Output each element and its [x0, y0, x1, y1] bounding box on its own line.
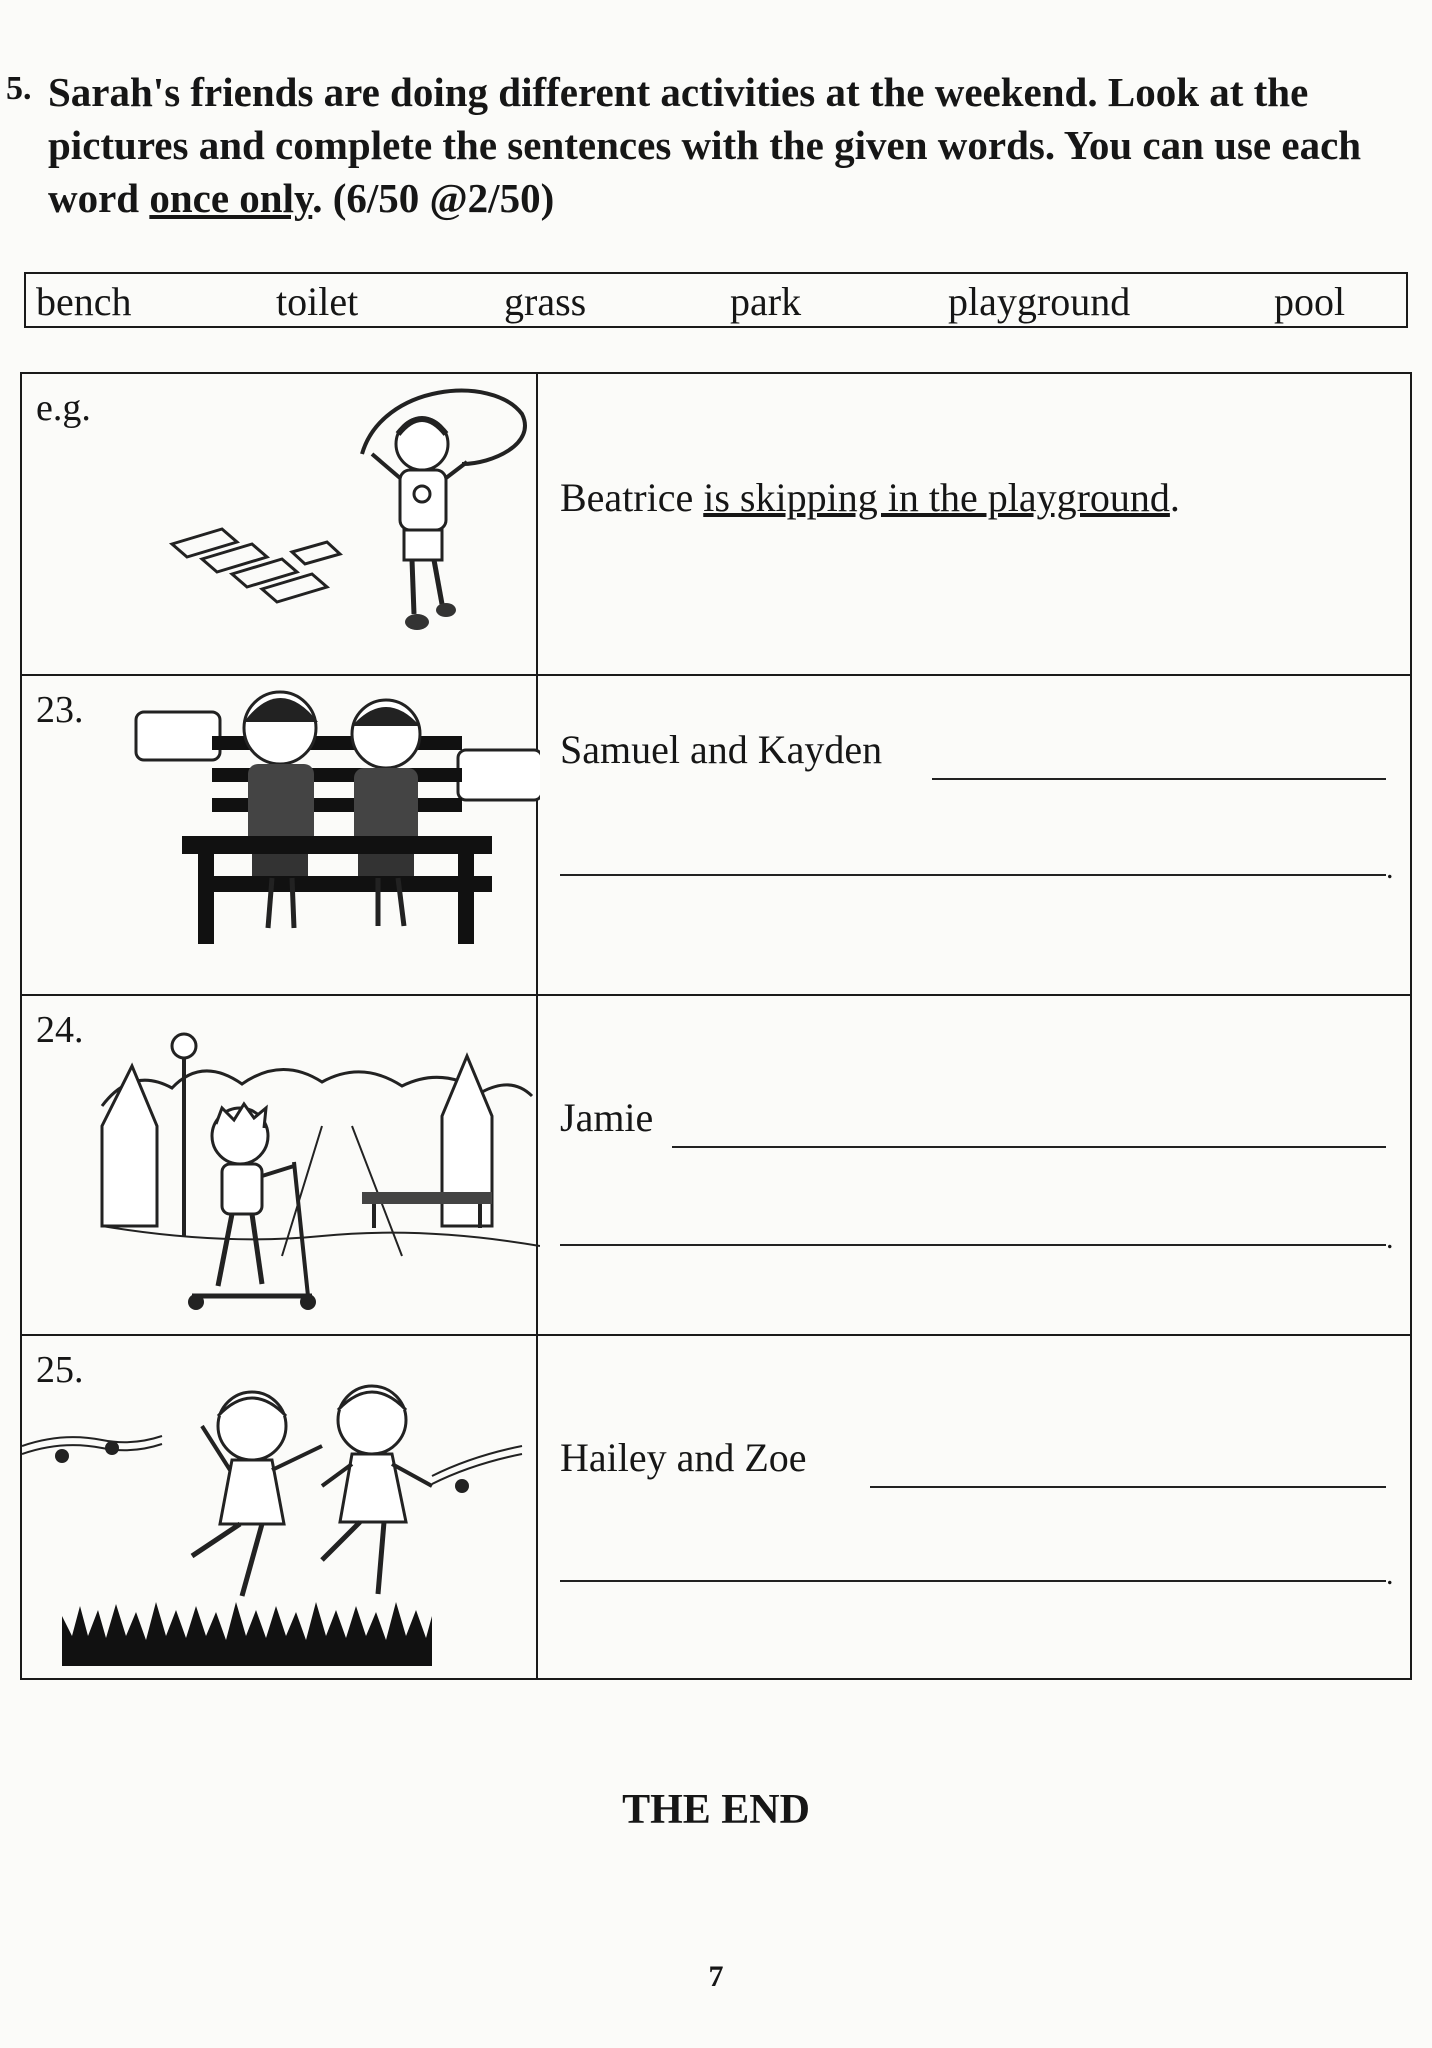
answer-line[interactable]	[560, 874, 1386, 876]
word-bank-item: playground	[948, 279, 1131, 324]
table-row	[20, 374, 1412, 674]
picture-cell	[20, 374, 538, 674]
sentence-cell	[540, 1336, 1412, 1680]
question-number: 5.	[6, 70, 32, 107]
sentence-end: .	[1386, 852, 1394, 885]
row-number: 23.	[36, 689, 84, 731]
row-number: 25.	[36, 1349, 84, 1391]
word-bank-item: pool	[1274, 279, 1346, 324]
answer-line[interactable]	[560, 1244, 1386, 1246]
picture-cell	[20, 1336, 538, 1680]
sentence-cell	[540, 996, 1412, 1336]
answer-line[interactable]	[932, 778, 1386, 780]
instructions-text: Sarah's friends are doing different activities at the weekend. Look at the pictures and complete the sentences with the given words. You can use each word	[48, 69, 1362, 221]
sentence-end: .	[1169, 475, 1180, 520]
instructions-underlined: once only	[149, 175, 313, 221]
picture-cell	[20, 996, 538, 1336]
picture-cell	[20, 676, 538, 996]
sentence-subject: Samuel and Kayden	[560, 727, 883, 772]
example-sentence	[560, 474, 1180, 521]
table-row	[20, 1334, 1412, 1680]
boy-on-scooter-in-park-illustration	[22, 996, 540, 1336]
word-bank-item: bench	[36, 279, 132, 324]
row-number: e.g.	[36, 387, 91, 429]
page-number: 7	[708, 1960, 724, 1993]
exercise-table	[20, 372, 1412, 1680]
example-answer: is skipping in the playground	[703, 475, 1170, 520]
answer-line[interactable]	[672, 1146, 1386, 1148]
sentence-subject: Jamie	[560, 1095, 654, 1140]
word-bank-item: park	[730, 279, 802, 324]
sentence-subject: Beatrice	[560, 475, 694, 520]
boys-on-bench-illustration	[22, 676, 540, 996]
sentence-cell	[540, 374, 1412, 674]
row-number: 24.	[36, 1009, 84, 1051]
table-row	[20, 674, 1412, 996]
girls-dancing-on-grass-illustration	[22, 1336, 540, 1680]
the-end-text: THE END	[622, 1787, 810, 1833]
table-row	[20, 994, 1412, 1336]
sentence-end: .	[1386, 1222, 1394, 1255]
word-bank-item: toilet	[276, 279, 359, 324]
word-bank-item: grass	[504, 279, 587, 324]
word-bank	[24, 272, 1408, 328]
instructions-marks: . (6/50 @2/50)	[312, 175, 555, 221]
answer-line[interactable]	[560, 1580, 1386, 1582]
sentence-subject: Hailey and Zoe	[560, 1435, 807, 1480]
skipping-girl-illustration	[22, 374, 540, 674]
sentence-cell	[540, 676, 1412, 996]
sentence-end: .	[1386, 1558, 1394, 1591]
instructions	[48, 66, 1408, 225]
answer-line[interactable]	[870, 1486, 1386, 1488]
